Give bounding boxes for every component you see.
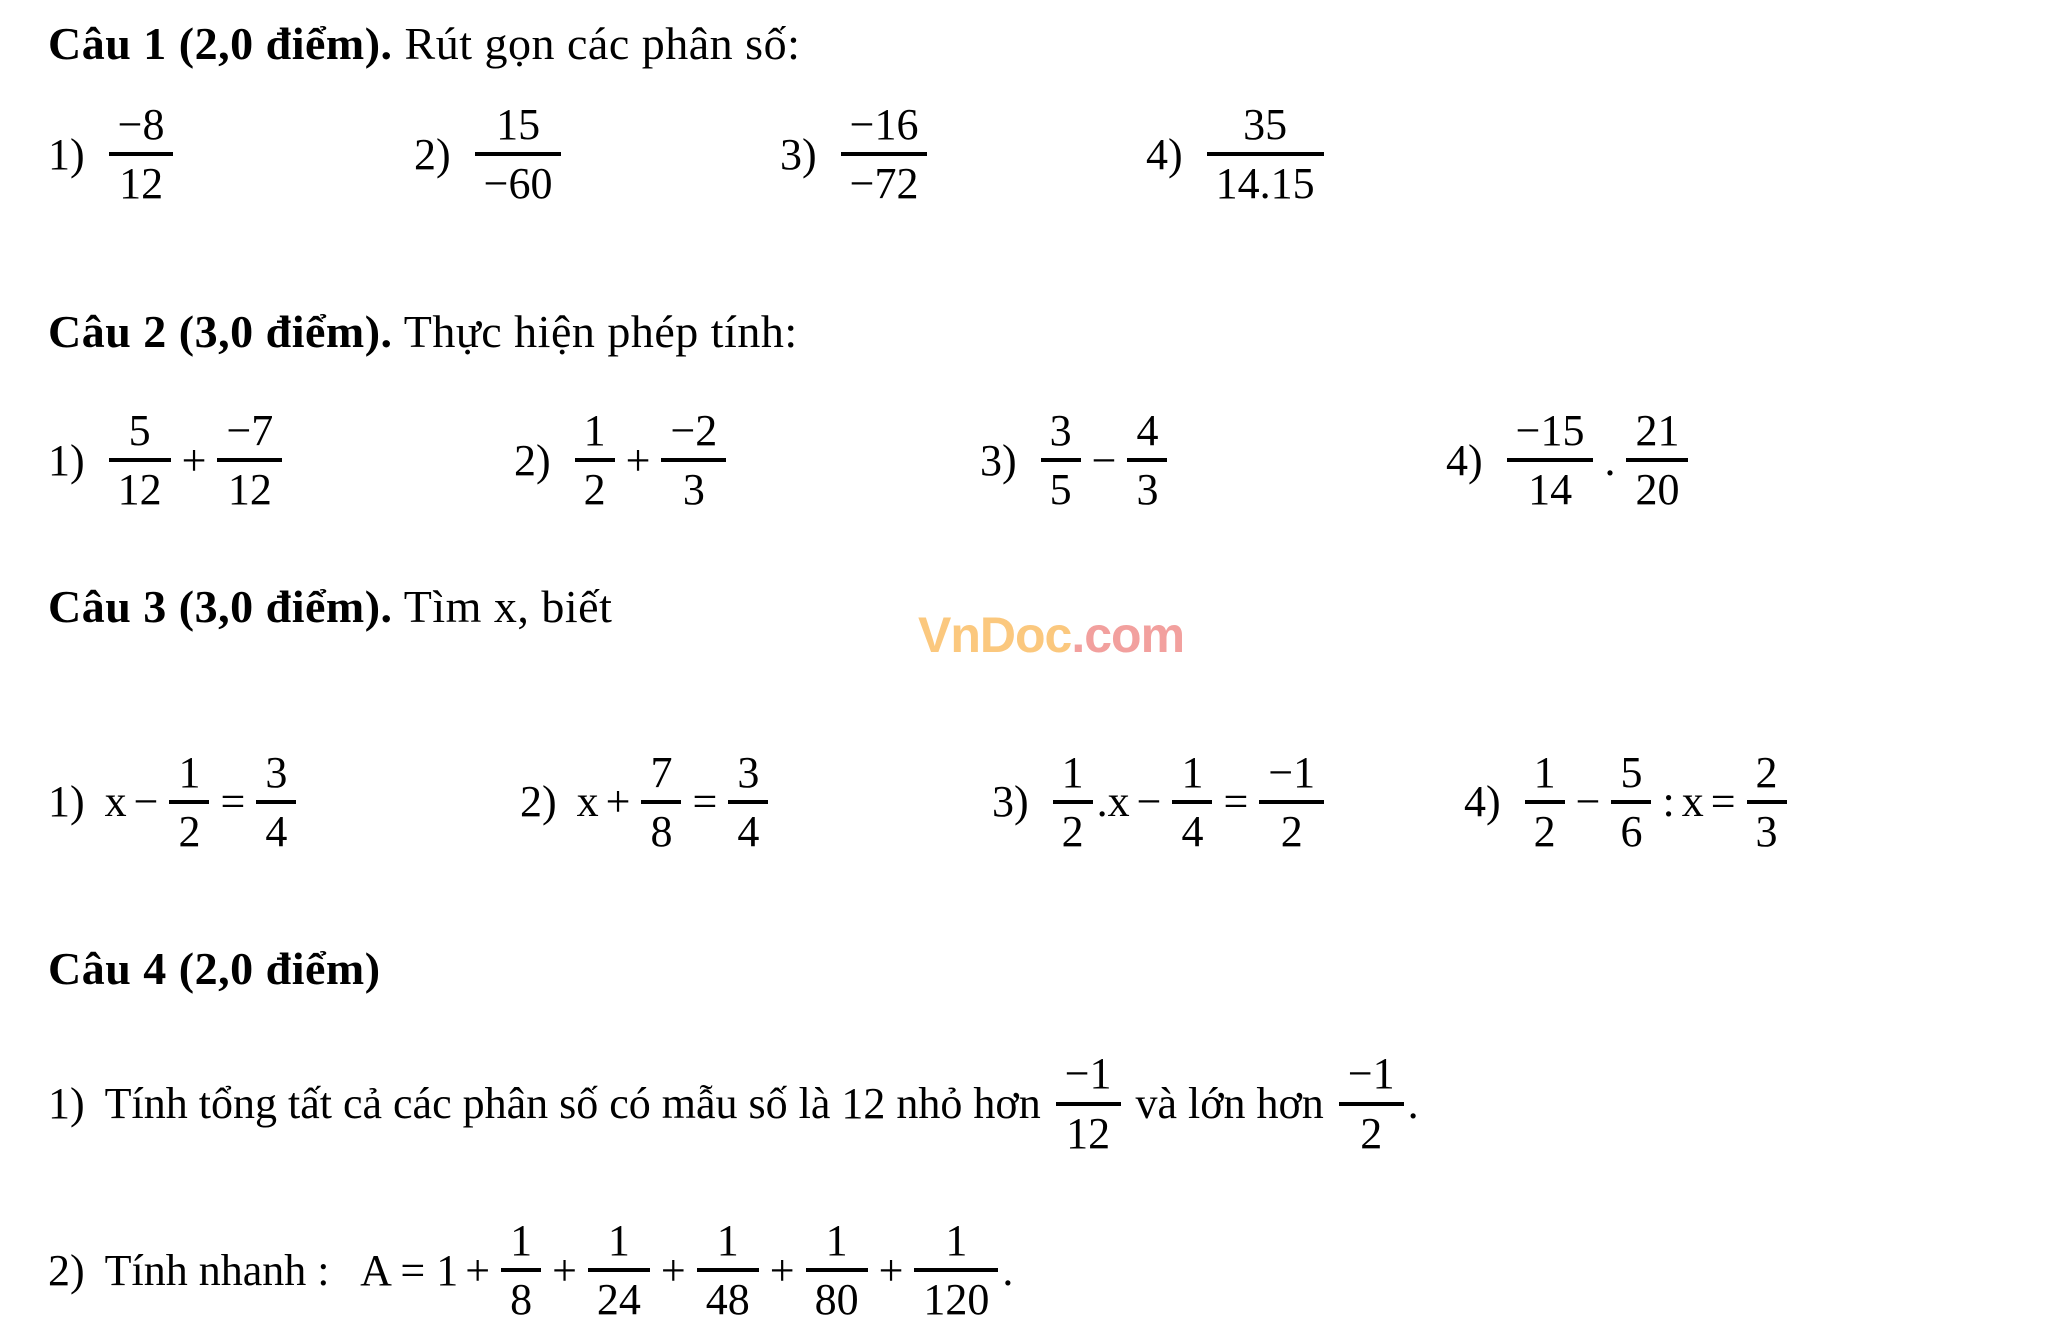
- fraction: [661, 405, 726, 516]
- section-heading-bold: Câu 1 (2,0 điểm).: [48, 18, 393, 69]
- fraction-denominator: 12: [117, 465, 162, 515]
- fraction: [1056, 1048, 1121, 1159]
- problem-label: 1): [48, 1079, 85, 1129]
- fraction: [914, 1215, 998, 1325]
- problem-label: 1): [48, 129, 85, 179]
- section-heading: [48, 941, 2058, 996]
- problem-label: 2): [520, 777, 557, 827]
- fraction-denominator: 14.15: [1215, 159, 1315, 209]
- fraction: [256, 747, 296, 858]
- operator: =: [692, 777, 718, 827]
- operator: −: [133, 777, 159, 827]
- fraction-denominator: 2: [1280, 806, 1303, 856]
- math-expression: [1049, 747, 1328, 858]
- fraction-denominator: 3: [1755, 806, 1778, 856]
- fraction: [697, 1215, 759, 1325]
- fraction-numerator: 3: [1041, 405, 1081, 462]
- math-expression: [105, 1048, 1419, 1159]
- problems-row: [48, 747, 2058, 858]
- section-heading-rest: Thực hiện phép tính:: [392, 305, 798, 357]
- fraction-numerator: 5: [109, 405, 171, 462]
- fraction-numerator: 1: [806, 1215, 868, 1272]
- fraction-numerator: 3: [256, 747, 296, 804]
- problem: [514, 405, 980, 516]
- problem-label: 2): [414, 129, 451, 179]
- problem: [520, 747, 992, 858]
- operator: −: [1136, 777, 1162, 827]
- fraction-denominator: 3: [1136, 465, 1159, 515]
- math-expression: [105, 747, 301, 858]
- fraction-denominator: 24: [596, 1275, 641, 1325]
- fraction-denominator: 12: [227, 465, 272, 515]
- problem-label: 2): [48, 1245, 85, 1295]
- problem-label: 1): [48, 435, 85, 485]
- math-expression: [1037, 405, 1172, 516]
- fraction: [1626, 405, 1688, 516]
- fraction: [501, 1215, 541, 1325]
- fraction: [1525, 747, 1565, 858]
- fraction-denominator: 4: [265, 806, 288, 856]
- problem-label: 3): [992, 777, 1029, 827]
- fraction: [806, 1215, 868, 1325]
- vndoc-watermark: [918, 607, 1185, 663]
- operator: +: [660, 1245, 686, 1295]
- fraction-denominator: 2: [1360, 1108, 1383, 1158]
- math-expression: [1521, 747, 1791, 858]
- fraction: [217, 405, 282, 516]
- operator: =: [220, 777, 246, 827]
- fraction-numerator: 1: [169, 747, 209, 804]
- section-heading: [48, 304, 2058, 359]
- text-run: x: [1681, 777, 1704, 827]
- problems-row: [48, 99, 2058, 210]
- section-cau-1: [48, 16, 2058, 210]
- fraction: [109, 99, 174, 210]
- fraction: [575, 405, 615, 516]
- problem: [48, 1215, 2058, 1325]
- section-heading-bold: Câu 4 (2,0 điểm): [48, 943, 381, 995]
- fraction: [588, 1215, 650, 1325]
- fraction-numerator: −1: [1259, 747, 1324, 804]
- problem: [48, 99, 414, 210]
- operator: =: [1223, 777, 1249, 827]
- fraction-numerator: 1: [1525, 747, 1565, 804]
- problem: [48, 405, 514, 516]
- fraction: [728, 747, 768, 858]
- section-heading-rest: Tìm x, biết: [392, 581, 613, 633]
- fraction-numerator: −15: [1507, 405, 1594, 462]
- problem: [992, 747, 1464, 858]
- fraction-numerator: 1: [914, 1215, 998, 1272]
- fraction-numerator: 1: [697, 1215, 759, 1272]
- text-run: .x: [1096, 777, 1130, 827]
- fraction-denominator: 12: [119, 159, 164, 209]
- section-heading-bold: Câu 3 (3,0 điểm).: [48, 581, 393, 633]
- fraction: [1053, 747, 1093, 858]
- fraction-numerator: 1: [575, 405, 615, 462]
- fraction: [475, 99, 562, 210]
- fraction: [1207, 99, 1324, 210]
- text-run: .: [1407, 1079, 1419, 1129]
- problem: [48, 747, 520, 858]
- fraction: [1172, 747, 1212, 858]
- watermark-brand: VnDoc: [918, 607, 1072, 663]
- operator: +: [181, 435, 207, 485]
- fraction-denominator: −72: [849, 159, 919, 209]
- problem: [1146, 99, 1512, 210]
- fraction-numerator: 4: [1127, 405, 1167, 462]
- text-run: x: [576, 777, 599, 827]
- math-expression: [1203, 99, 1328, 210]
- operator: −: [1091, 435, 1117, 485]
- fraction-denominator: 4: [1181, 806, 1204, 856]
- fraction-numerator: −2: [661, 405, 726, 462]
- fraction: [1259, 747, 1324, 858]
- fraction-denominator: 2: [1533, 806, 1556, 856]
- fraction: [109, 405, 171, 516]
- problems-stack: [48, 1048, 2058, 1325]
- math-expression: [571, 405, 731, 516]
- section-cau-2: [48, 304, 2058, 516]
- problem: [48, 1048, 2058, 1159]
- text-run: x: [104, 777, 127, 827]
- fraction-numerator: 1: [1172, 747, 1212, 804]
- fraction-denominator: 2: [178, 806, 201, 856]
- operator: +: [605, 777, 631, 827]
- problem-label: 4): [1464, 777, 1501, 827]
- fraction-denominator: −60: [483, 159, 553, 209]
- section-heading-rest: Rút gọn các phân số:: [392, 18, 801, 69]
- fraction: [641, 747, 681, 858]
- fraction-denominator: 20: [1635, 465, 1680, 515]
- fraction: [1339, 1048, 1404, 1159]
- fraction-numerator: 1: [1053, 747, 1093, 804]
- fraction-numerator: 21: [1626, 405, 1688, 462]
- fraction: [1127, 405, 1167, 516]
- fraction-denominator: 5: [1049, 465, 1072, 515]
- problem-label: 3): [780, 129, 817, 179]
- watermark-suffix: .com: [1071, 607, 1185, 663]
- fraction-numerator: −1: [1339, 1048, 1404, 1105]
- fraction: [1611, 747, 1651, 858]
- operator: :: [1662, 777, 1675, 827]
- fraction-numerator: 1: [588, 1215, 650, 1272]
- problem: [414, 99, 780, 210]
- fraction-denominator: 120: [923, 1275, 990, 1325]
- section-cau-4: [48, 941, 2058, 1325]
- fraction-numerator: 7: [641, 747, 681, 804]
- fraction-denominator: 4: [737, 806, 760, 856]
- operator: +: [465, 1245, 491, 1295]
- fraction-numerator: −1: [1056, 1048, 1121, 1105]
- operator: +: [769, 1245, 795, 1295]
- fraction: [841, 99, 928, 210]
- fraction: [169, 747, 209, 858]
- operator: =: [1710, 777, 1736, 827]
- operator: −: [1575, 777, 1601, 827]
- fraction: [1747, 747, 1787, 858]
- fraction: [1507, 405, 1594, 516]
- text-run: .: [1002, 1245, 1014, 1295]
- fraction-denominator: 3: [682, 465, 705, 515]
- problem-label: 4): [1146, 129, 1183, 179]
- math-expression: [1503, 405, 1693, 516]
- section-heading-bold: Câu 2 (3,0 điểm).: [48, 305, 393, 357]
- problem-label: 2): [514, 435, 551, 485]
- fraction-numerator: −16: [841, 99, 928, 156]
- fraction-denominator: 14: [1528, 465, 1573, 515]
- fraction-denominator: 48: [705, 1275, 750, 1325]
- operator: +: [625, 435, 651, 485]
- fraction-numerator: 5: [1611, 747, 1651, 804]
- fraction-numerator: 35: [1207, 99, 1324, 156]
- fraction-numerator: 2: [1747, 747, 1787, 804]
- fraction: [1041, 405, 1081, 516]
- problem: [1464, 747, 1936, 858]
- math-expression: [471, 99, 566, 210]
- problem: [780, 99, 1146, 210]
- text-run: Tính tổng tất cả các phân số có mẫu số là 12 nhỏ hơn: [104, 1079, 1052, 1129]
- fraction-denominator: 8: [650, 806, 673, 856]
- problems-row: [48, 405, 2058, 516]
- math-expression: [105, 1215, 1014, 1325]
- problem-label: 4): [1446, 435, 1483, 485]
- fraction-denominator: 80: [814, 1275, 859, 1325]
- math-expression: [577, 747, 773, 858]
- section-heading: [48, 16, 2058, 71]
- math-expression: [105, 99, 178, 210]
- text-run: và lớn hơn: [1124, 1079, 1335, 1129]
- operator: +: [878, 1245, 904, 1295]
- problem: [980, 405, 1446, 516]
- operator: .: [1604, 435, 1616, 485]
- fraction-denominator: 12: [1066, 1108, 1111, 1158]
- text-run: Tính nhanh : A = 1: [104, 1245, 459, 1295]
- operator: +: [552, 1245, 577, 1295]
- fraction-numerator: −7: [217, 405, 282, 462]
- fraction-numerator: −8: [109, 99, 174, 156]
- math-expression: [105, 405, 287, 516]
- math-expression: [837, 99, 932, 210]
- problem: [1446, 405, 1912, 516]
- fraction-numerator: 3: [728, 747, 768, 804]
- fraction-denominator: 2: [1061, 806, 1084, 856]
- fraction-numerator: 15: [475, 99, 562, 156]
- fraction-denominator: 6: [1620, 806, 1643, 856]
- fraction-numerator: 1: [501, 1215, 541, 1272]
- fraction-denominator: 8: [510, 1275, 533, 1325]
- fraction-denominator: 2: [583, 465, 606, 515]
- problem-label: 3): [980, 435, 1017, 485]
- problem-label: 1): [48, 777, 85, 827]
